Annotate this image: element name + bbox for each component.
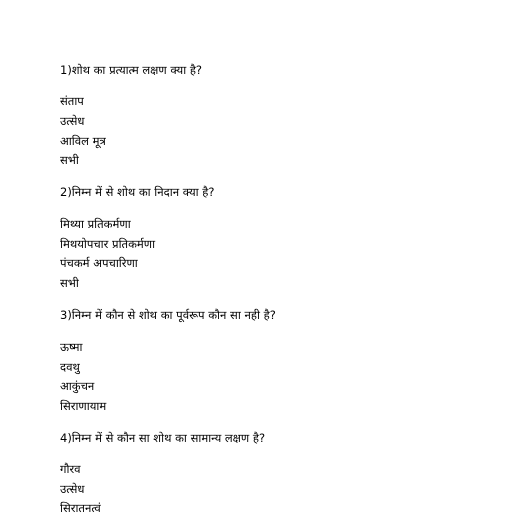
- question-4-option-1: गौरव: [60, 462, 81, 476]
- question-3-option-4: सिराणायाम: [60, 399, 107, 413]
- question-2-option-4: सभी: [60, 276, 79, 290]
- question-2-option-3: पंचकर्म अपचारिणा: [60, 256, 138, 270]
- question-4: 4)निम्न में से कौन सा शोथ का सामान्य लक्षण है?: [60, 431, 266, 445]
- question-2: 2)निम्न में से शोथ का निदान क्या है?: [60, 185, 215, 199]
- question-3-option-2: दवथु: [60, 360, 80, 374]
- question-1: 1)शोथ का प्रत्यात्म लक्षण क्या है?: [60, 63, 203, 77]
- question-2-option-1: मिथ्या प्रतिकर्मणा: [60, 217, 131, 231]
- question-1-option-3: आविल मूत्र: [60, 134, 106, 148]
- question-4-option-3: सिरातनत्वं: [60, 501, 101, 515]
- question-1-option-1: संताप: [60, 94, 84, 108]
- question-1-option-2: उत्सेध: [60, 114, 85, 128]
- question-3-option-1: ऊष्मा: [60, 340, 83, 354]
- question-3-option-3: आकुंचन: [60, 379, 95, 393]
- question-3: 3)निम्न में कौन से शोथ का पूर्वरूप कौन सा नही है?: [60, 308, 276, 322]
- question-1-option-4: सभी: [60, 153, 79, 167]
- question-2-option-2: मिथयोपचार प्रतिकर्मणा: [60, 237, 156, 251]
- question-4-option-2: उत्सेध: [60, 482, 85, 496]
